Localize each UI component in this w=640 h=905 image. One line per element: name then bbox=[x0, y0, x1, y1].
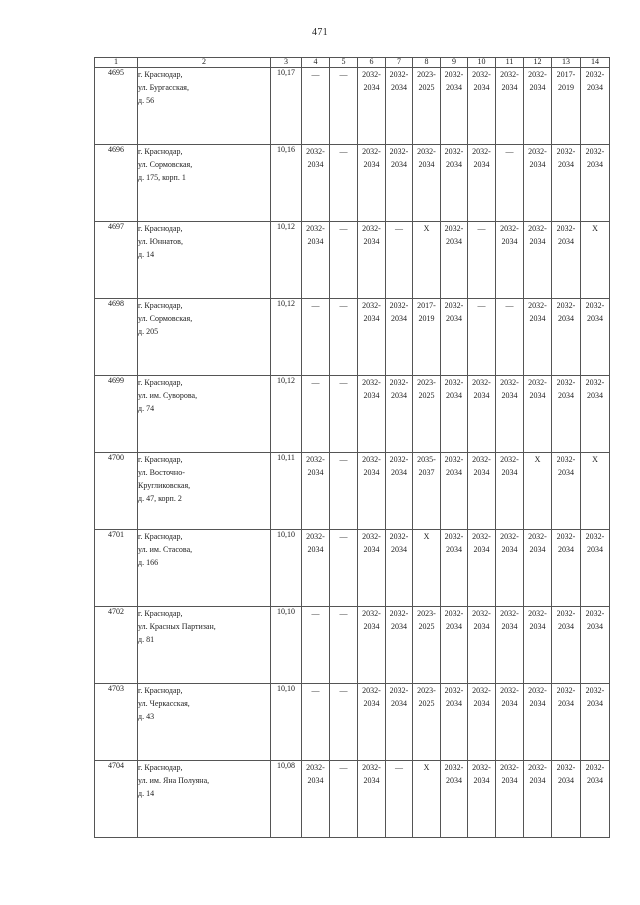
area-cell: 10,08 bbox=[271, 761, 302, 838]
schedule-cell: — bbox=[302, 684, 330, 761]
schedule-cell: 2032- 2034 bbox=[524, 222, 552, 299]
address-line: г. Краснодар, bbox=[138, 609, 183, 618]
address-cell bbox=[138, 607, 271, 684]
column-header: 10 bbox=[468, 58, 496, 68]
schedule-cell: 2032- 2034 bbox=[302, 145, 330, 222]
address-line: д. 14 bbox=[138, 789, 155, 798]
column-header: 3 bbox=[271, 58, 302, 68]
schedule-cell: 2032- 2034 bbox=[302, 761, 330, 838]
schedule-cell: Х bbox=[581, 222, 610, 299]
record-number-cell: 4701 bbox=[95, 530, 138, 607]
schedule-cell: — bbox=[496, 145, 524, 222]
schedule-cell: 2032- 2034 bbox=[358, 376, 386, 453]
schedule-cell: 2032- 2034 bbox=[468, 376, 496, 453]
record-number-cell: 4704 bbox=[95, 761, 138, 838]
schedule-cell: 2032- 2034 bbox=[496, 684, 524, 761]
record-number-cell: 4698 bbox=[95, 299, 138, 376]
schedule-cell: 2032- 2034 bbox=[581, 376, 610, 453]
schedule-cell: 2032- 2034 bbox=[581, 145, 610, 222]
address-cell bbox=[138, 145, 271, 222]
schedule-cell: 2032- 2034 bbox=[358, 684, 386, 761]
schedule-cell: Х bbox=[581, 453, 610, 530]
address-cell bbox=[138, 299, 271, 376]
schedule-cell: Х bbox=[413, 761, 441, 838]
schedule-cell: 2032- 2034 bbox=[496, 222, 524, 299]
address-line: ул. Красных Партизан, bbox=[138, 622, 216, 631]
schedule-cell: 2032- 2034 bbox=[581, 607, 610, 684]
schedule-cell: 2032- 2034 bbox=[441, 222, 468, 299]
housing-registry-table bbox=[94, 57, 610, 838]
schedule-cell: — bbox=[302, 607, 330, 684]
schedule-cell: — bbox=[330, 299, 358, 376]
record-number-cell: 4699 bbox=[95, 376, 138, 453]
address-line: д. 166 bbox=[138, 558, 159, 567]
address-line: д. 43 bbox=[138, 712, 155, 721]
schedule-cell: 2032- 2034 bbox=[358, 607, 386, 684]
column-header: 11 bbox=[496, 58, 524, 68]
schedule-cell: 2032- 2034 bbox=[468, 145, 496, 222]
schedule-cell: 2032- 2034 bbox=[524, 684, 552, 761]
record-number-cell: 4700 bbox=[95, 453, 138, 530]
schedule-cell: 2032- 2034 bbox=[358, 299, 386, 376]
schedule-cell: 2032- 2034 bbox=[524, 607, 552, 684]
schedule-cell: 2032- 2034 bbox=[386, 68, 413, 145]
schedule-cell: 2032- 2034 bbox=[496, 607, 524, 684]
schedule-cell: 2032- 2034 bbox=[468, 530, 496, 607]
column-header: 7 bbox=[386, 58, 413, 68]
address-line: ул. Бургасская, bbox=[138, 83, 189, 92]
schedule-cell: 2032- 2034 bbox=[496, 530, 524, 607]
schedule-cell: 2023- 2025 bbox=[413, 376, 441, 453]
area-cell: 10,16 bbox=[271, 145, 302, 222]
schedule-cell: 2032- 2034 bbox=[552, 684, 581, 761]
address-line: ул. им. Суворова, bbox=[138, 391, 198, 400]
area-cell: 10,12 bbox=[271, 222, 302, 299]
column-header: 6 bbox=[358, 58, 386, 68]
record-number-cell: 4696 bbox=[95, 145, 138, 222]
address-line: ул. Сормовская, bbox=[138, 160, 193, 169]
schedule-cell: — bbox=[496, 299, 524, 376]
schedule-cell: 2032- 2034 bbox=[468, 684, 496, 761]
address-cell bbox=[138, 68, 271, 145]
table-row bbox=[95, 376, 610, 453]
schedule-cell: 2032- 2034 bbox=[413, 145, 441, 222]
schedule-cell: 2032- 2034 bbox=[302, 222, 330, 299]
schedule-cell: 2032- 2034 bbox=[358, 145, 386, 222]
schedule-cell: 2032- 2034 bbox=[524, 299, 552, 376]
address-cell bbox=[138, 222, 271, 299]
record-number-cell: 4703 bbox=[95, 684, 138, 761]
address-line: ул. Юннатов, bbox=[138, 237, 183, 246]
schedule-cell: 2032- 2034 bbox=[302, 453, 330, 530]
schedule-cell: — bbox=[386, 761, 413, 838]
schedule-cell: 2023- 2025 bbox=[413, 607, 441, 684]
table-row bbox=[95, 453, 610, 530]
page-number: 471 bbox=[312, 27, 328, 38]
schedule-cell: 2032- 2034 bbox=[581, 68, 610, 145]
schedule-cell: 2032- 2034 bbox=[441, 530, 468, 607]
schedule-cell: 2032- 2034 bbox=[552, 607, 581, 684]
schedule-cell: 2032- 2034 bbox=[496, 376, 524, 453]
schedule-cell: Х bbox=[413, 222, 441, 299]
schedule-cell: 2035- 2037 bbox=[413, 453, 441, 530]
schedule-cell: 2032- 2034 bbox=[552, 530, 581, 607]
schedule-cell: 2032- 2034 bbox=[496, 453, 524, 530]
schedule-cell: 2032- 2034 bbox=[441, 607, 468, 684]
address-line: д. 175, корп. 1 bbox=[138, 173, 186, 182]
address-line: ул. им. Стасова, bbox=[138, 545, 193, 554]
address-cell bbox=[138, 530, 271, 607]
schedule-cell: — bbox=[330, 453, 358, 530]
schedule-cell: 2023- 2025 bbox=[413, 684, 441, 761]
schedule-cell: 2032- 2034 bbox=[552, 299, 581, 376]
column-header: 12 bbox=[524, 58, 552, 68]
schedule-cell: 2032- 2034 bbox=[552, 453, 581, 530]
schedule-cell: 2032- 2034 bbox=[468, 453, 496, 530]
column-number-header bbox=[95, 58, 610, 68]
schedule-cell: 2032- 2034 bbox=[441, 684, 468, 761]
schedule-cell: 2032- 2034 bbox=[496, 761, 524, 838]
area-cell: 10,12 bbox=[271, 299, 302, 376]
schedule-cell: 2032- 2034 bbox=[386, 453, 413, 530]
column-header: 1 bbox=[95, 58, 138, 68]
schedule-cell: 2032- 2034 bbox=[524, 68, 552, 145]
address-line: ул. Восточно- bbox=[138, 468, 185, 477]
schedule-cell: 2032- 2034 bbox=[358, 68, 386, 145]
schedule-cell: — bbox=[386, 222, 413, 299]
schedule-cell: 2017- 2019 bbox=[552, 68, 581, 145]
column-header: 8 bbox=[413, 58, 441, 68]
schedule-cell: — bbox=[330, 607, 358, 684]
address-line: д. 81 bbox=[138, 635, 155, 644]
address-line: г. Краснодар, bbox=[138, 378, 183, 387]
schedule-cell: 2032- 2034 bbox=[386, 684, 413, 761]
schedule-cell: 2032- 2034 bbox=[302, 530, 330, 607]
schedule-cell: 2032- 2034 bbox=[441, 453, 468, 530]
schedule-cell: 2032- 2034 bbox=[386, 145, 413, 222]
address-line: г. Краснодар, bbox=[138, 686, 183, 695]
schedule-cell: 2032- 2034 bbox=[441, 299, 468, 376]
area-cell: 10,10 bbox=[271, 530, 302, 607]
column-header: 14 bbox=[581, 58, 610, 68]
schedule-cell: Х bbox=[524, 453, 552, 530]
schedule-cell: 2032- 2034 bbox=[386, 530, 413, 607]
schedule-cell: 2032- 2034 bbox=[358, 222, 386, 299]
address-line: г. Краснодар, bbox=[138, 455, 183, 464]
table-body bbox=[95, 68, 610, 838]
schedule-cell: — bbox=[302, 68, 330, 145]
address-line: г. Краснодар, bbox=[138, 224, 183, 233]
address-line: г. Краснодар, bbox=[138, 301, 183, 310]
table-row bbox=[95, 68, 610, 145]
schedule-cell: — bbox=[468, 222, 496, 299]
column-header: 9 bbox=[441, 58, 468, 68]
table-row bbox=[95, 299, 610, 376]
schedule-cell: — bbox=[468, 299, 496, 376]
schedule-cell: 2032- 2034 bbox=[581, 299, 610, 376]
schedule-cell: — bbox=[330, 761, 358, 838]
schedule-cell: 2032- 2034 bbox=[581, 530, 610, 607]
address-cell bbox=[138, 761, 271, 838]
address-cell bbox=[138, 684, 271, 761]
address-line: г. Краснодар, bbox=[138, 532, 183, 541]
schedule-cell: 2032- 2034 bbox=[441, 145, 468, 222]
record-number-cell: 4697 bbox=[95, 222, 138, 299]
schedule-cell: 2032- 2034 bbox=[441, 761, 468, 838]
schedule-cell: 2032- 2034 bbox=[386, 376, 413, 453]
schedule-cell: — bbox=[330, 684, 358, 761]
schedule-cell: 2032- 2034 bbox=[441, 376, 468, 453]
table-row bbox=[95, 530, 610, 607]
column-header: 13 bbox=[552, 58, 581, 68]
schedule-cell: — bbox=[302, 376, 330, 453]
schedule-cell: 2032- 2034 bbox=[386, 607, 413, 684]
column-header: 2 bbox=[138, 58, 271, 68]
schedule-cell: 2032- 2034 bbox=[441, 68, 468, 145]
schedule-cell: 2032- 2034 bbox=[386, 299, 413, 376]
column-header: 4 bbox=[302, 58, 330, 68]
address-line: Кругликовская, bbox=[138, 481, 191, 490]
schedule-cell: 2032- 2034 bbox=[552, 376, 581, 453]
schedule-cell: 2032- 2034 bbox=[524, 376, 552, 453]
table-row bbox=[95, 761, 610, 838]
area-cell: 10,10 bbox=[271, 684, 302, 761]
schedule-cell: 2032- 2034 bbox=[524, 761, 552, 838]
schedule-cell: 2032- 2034 bbox=[468, 761, 496, 838]
address-line: д. 56 bbox=[138, 96, 155, 105]
schedule-cell: 2032- 2034 bbox=[552, 222, 581, 299]
schedule-cell: 2032- 2034 bbox=[358, 761, 386, 838]
schedule-cell: 2032- 2034 bbox=[581, 761, 610, 838]
address-cell bbox=[138, 453, 271, 530]
address-line: г. Краснодар, bbox=[138, 763, 183, 772]
record-number-cell: 4702 bbox=[95, 607, 138, 684]
address-line: ул. Черкасская, bbox=[138, 699, 190, 708]
schedule-cell: 2032- 2034 bbox=[496, 68, 524, 145]
schedule-cell: 2032- 2034 bbox=[358, 453, 386, 530]
area-cell: 10,11 bbox=[271, 453, 302, 530]
table-row bbox=[95, 222, 610, 299]
address-cell bbox=[138, 376, 271, 453]
area-cell: 10,17 bbox=[271, 68, 302, 145]
schedule-cell: 2032- 2034 bbox=[581, 684, 610, 761]
area-cell: 10,10 bbox=[271, 607, 302, 684]
schedule-cell: — bbox=[330, 222, 358, 299]
schedule-cell: — bbox=[302, 299, 330, 376]
schedule-cell: — bbox=[330, 376, 358, 453]
address-line: д. 14 bbox=[138, 250, 155, 259]
schedule-cell: 2017- 2019 bbox=[413, 299, 441, 376]
schedule-cell: 2032- 2034 bbox=[524, 145, 552, 222]
address-line: г. Краснодар, bbox=[138, 147, 183, 156]
address-line: д. 47, корп. 2 bbox=[138, 494, 182, 503]
table-row bbox=[95, 145, 610, 222]
schedule-cell: 2032- 2034 bbox=[524, 530, 552, 607]
table-row bbox=[95, 607, 610, 684]
address-line: г. Краснодар, bbox=[138, 70, 183, 79]
area-cell: 10,12 bbox=[271, 376, 302, 453]
schedule-cell: Х bbox=[413, 530, 441, 607]
schedule-cell: — bbox=[330, 145, 358, 222]
table-row bbox=[95, 684, 610, 761]
record-number-cell: 4695 bbox=[95, 68, 138, 145]
column-header: 5 bbox=[330, 58, 358, 68]
schedule-cell: 2032- 2034 bbox=[358, 530, 386, 607]
address-line: д. 74 bbox=[138, 404, 155, 413]
schedule-cell: 2032- 2034 bbox=[468, 607, 496, 684]
schedule-cell: 2023- 2025 bbox=[413, 68, 441, 145]
address-line: ул. им. Яна Полуяна, bbox=[138, 776, 210, 785]
schedule-cell: 2032- 2034 bbox=[468, 68, 496, 145]
schedule-cell: 2032- 2034 bbox=[552, 145, 581, 222]
address-line: д. 205 bbox=[138, 327, 159, 336]
schedule-cell: — bbox=[330, 68, 358, 145]
schedule-cell: — bbox=[330, 530, 358, 607]
schedule-cell: 2032- 2034 bbox=[552, 761, 581, 838]
address-line: ул. Сормовская, bbox=[138, 314, 193, 323]
